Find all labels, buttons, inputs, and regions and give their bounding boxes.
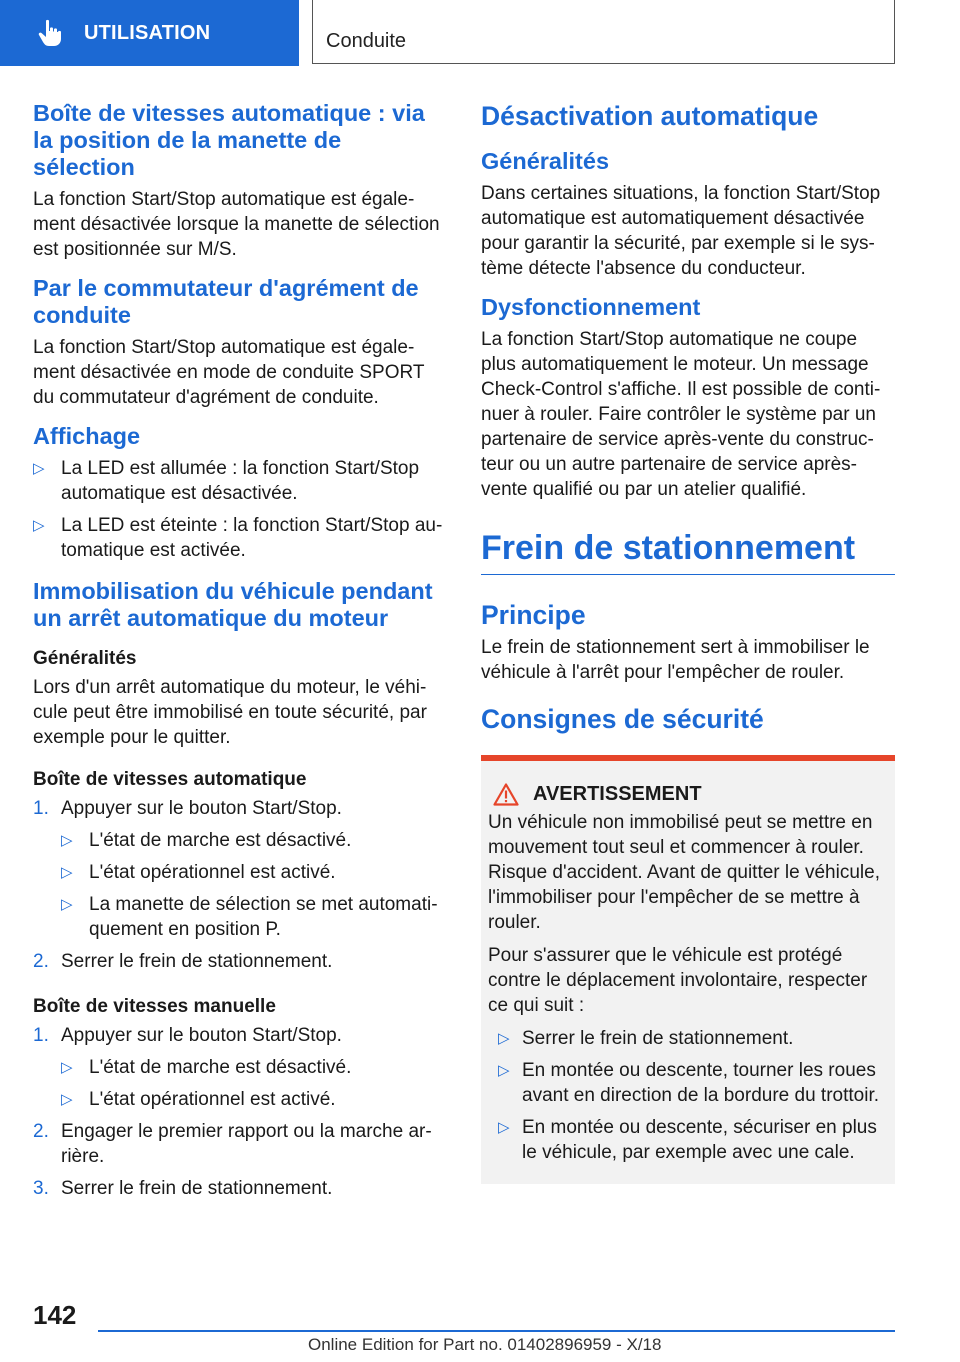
list-item: ▷ La LED est allumée : la fonction Start/Stop automatique est désactivée. [33,458,420,504]
step-item: 2. Engager le premier rapport ou la marche ar-rière. [33,1121,432,1167]
display-list [33,456,443,563]
paragraph: Dans certaines situations, la fonction Start/Stop automatique est automatiquement désactivée pour garantir la sécurité, par exemple si le sys-tème détecte l'absence du conducteur. [481,183,881,279]
chapter-title-parking-brake: Frein de stationnement [481,528,895,575]
section-title-display: Affichage [33,423,141,449]
warning-box [481,755,895,1184]
paragraph: La fonction Start/Stop automatique est égale-ment désactivée en mode de conduite SPORT du commutateur d'agrément de conduite. [33,337,425,408]
list-item: ▷ Serrer le frein de stationnement. [498,1028,794,1049]
triangle-bullet-icon: ▷ [33,517,45,534]
step-item: 1. Appuyer sur le bouton Start/Stop. ▷ L'état de marche est désactivé. ▷ L'état opérationnel est activé. [33,1023,443,1112]
subheading-general: Généralités [33,648,137,669]
tab-utilisation[interactable] [0,0,299,66]
tab-conduite-label: Conduite [326,30,407,52]
subheading-malfunction: Dysfonctionnement [481,294,701,320]
triangle-bullet-icon: ▷ [61,832,73,849]
page-header [0,0,960,66]
automatic-steps [33,796,443,974]
tab-utilisation-label: UTILISATION [84,21,211,44]
triangle-bullet-icon: ▷ [61,1059,73,1076]
subheading-manual: Boîte de vitesses manuelle [33,996,276,1017]
tab-conduite[interactable] [312,0,895,64]
list-item: ▷ L'état de marche est désactivé. [61,1057,352,1078]
list-item: ▷ En montée ou descente, sécuriser en plus le véhicule, par exemple avec une cale. [498,1117,877,1163]
paragraph: Le frein de stationnement sert à immobiliser le véhicule à l'arrêt pour l'empêcher de rouler. [481,637,870,683]
step-item: 1. Appuyer sur le bouton Start/Stop. ▷ L'état de marche est désactivé. ▷ L'état opérationnel est activé. ▷ La manette de sélection se met automati-quement en position P. [33,796,443,942]
paragraph: Lors d'un arrêt automatique du moteur, le véhi-cule peut être immobilisé en toute sécurité, par exemple pour le quitter. [33,677,427,748]
section-title-auto-deactivation: Désactivation automatique [481,101,819,131]
triangle-bullet-icon: ▷ [498,1119,510,1136]
page-number: 142 [33,1300,77,1330]
triangle-bullet-icon: ▷ [498,1030,510,1047]
list-item: ▷ L'état de marche est désactivé. [61,830,352,851]
list-item: ▷ La LED est éteinte : la fonction Start/Stop au-tomatique est activée. [33,515,443,561]
section-title-drive-switch: Par le commutateur d'agrément de conduite [33,275,419,328]
section-title-immobilisation: Immobilisation du véhicule pendant un arrêt automatique du moteur [33,578,433,631]
list-item: ▷ En montée ou descente, tourner les roues avant en direction de la bordure du trottoir. [498,1060,880,1106]
triangle-bullet-icon: ▷ [61,896,73,913]
subheading-general: Généralités [481,148,610,174]
left-column [33,100,443,1208]
section-title-selector: Boîte de vitesses automatique : via la position de la manette de sélection [33,100,425,180]
footer-edition: Online Edition for Part no. 01402896959 - X/18 [308,1335,662,1354]
triangle-bullet-icon: ▷ [33,460,45,477]
warning-list [488,1026,881,1165]
section-title-safety: Consignes de sécurité [481,704,764,734]
section-title-principle: Principe [481,600,586,630]
paragraph: La fonction Start/Stop automatique ne coupe plus automatiquement le moteur. Un message Check-Control s'affiche. Il est possible de conti-nuer à rouler. Faire contrôler le système par un partenaire de service après-vente du construc-teur ou un autre partenaire de service après-vente qualifié ou par un atelier qualifié. [481,329,881,500]
triangle-bullet-icon: ▷ [498,1062,510,1079]
list-item: ▷ La manette de sélection se met automati-quement en position P. [61,894,438,940]
footer-divider [98,1330,895,1332]
triangle-bullet-icon: ▷ [61,864,73,881]
hand-pointer-icon [38,19,62,47]
subheading-automatic: Boîte de vitesses automatique [33,769,307,790]
manual-steps [33,1023,443,1201]
warning-text: Un véhicule non immobilisé peut se mettre en mouvement tout seul et commencer à rouler. Risque d'accident. Avant de quitter le véhicule, l'immobiliser pour l'empêcher de se mettre à rouler. [488,812,880,933]
paragraph: La fonction Start/Stop automatique est égale-ment désactivée lorsque la manette de sélection est positionnée sur M/S. [33,189,440,260]
list-item: ▷ L'état opérationnel est activé. [61,1089,336,1110]
warning-text: Pour s'assurer que le véhicule est protégé contre le déplacement involontaire, respecter ce qui suit : [488,945,868,1016]
warning-title: AVERTISSEMENT [488,783,881,806]
triangle-bullet-icon: ▷ [61,1091,73,1108]
step-item: 3. Serrer le frein de stationnement. [33,1178,333,1199]
list-item: ▷ L'état opérationnel est activé. [61,862,336,883]
warning-triangle-icon [493,783,519,806]
step-item: 2. Serrer le frein de stationnement. [33,951,333,972]
right-column [481,100,895,1184]
